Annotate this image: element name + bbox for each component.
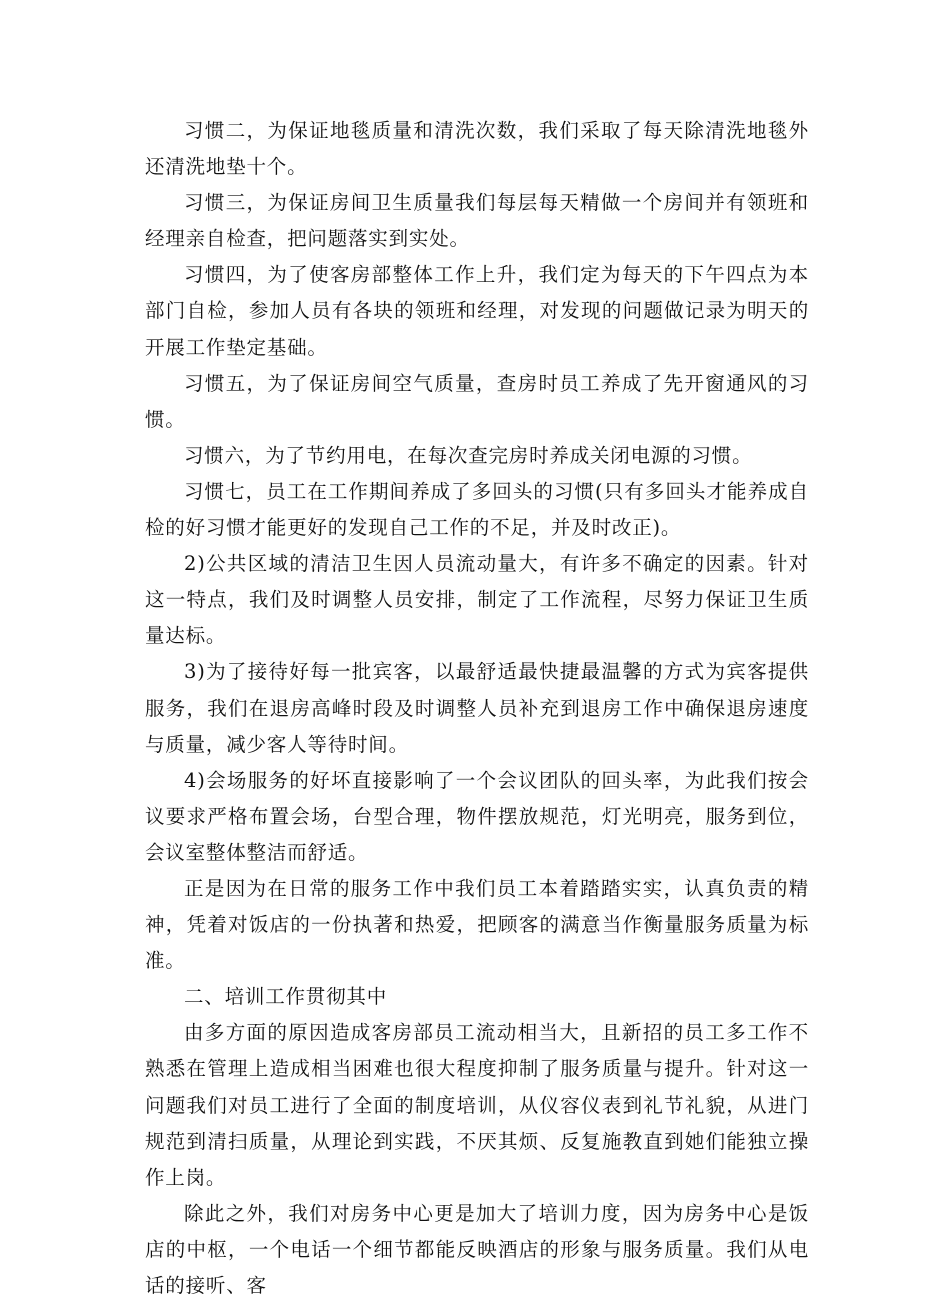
paragraph-habit-7: 习惯七，员工在工作期间养成了多回头的习惯(只有多回头才能养成自检的好习惯才能更好的发现自己工作的不足，并及时改正)。 (145, 479, 809, 540)
paragraph-public-area: 2)公共区域的清洁卫生因人员流动量大，有许多不确定的因素。针对这一特点，我们及时调整人员安排，制定了工作流程，尽努力保证卫生质量达标。 (145, 552, 809, 648)
paragraph-meeting-service: 4)会场服务的好坏直接影响了一个会议团队的回头率，为此我们按会议要求严格布置会场，台型合理，物件摆放规范，灯光明亮，服务到位，会议室整体整洁而舒适。 (145, 768, 809, 864)
paragraph-habit-5: 习惯五，为了保证房间空气质量，查房时员工养成了先开窗通风的习惯。 (145, 371, 809, 431)
paragraph-training-staff: 由多方面的原因造成客房部员工流动相当大，且新招的员工多工作不熟悉在管理上造成相当困难也很大程度抑制了服务质量与提升。针对这一问题我们对员工进行了全面的制度培训，从仪容仪表到礼节礼貌，从进门规范到清扫质量，从理论到实践，不厌其烦、反复施教直到她们能独立操作上岗。 (145, 1021, 809, 1189)
paragraph-training-housekeeping-center: 除此之外，我们对房务中心更是加大了培训力度，因为房务中心是饭店的中枢，一个电话一个细节都能反映酒店的形象与服务质量。我们从电话的接听、客 (145, 1201, 809, 1297)
paragraph-habit-6: 习惯六，为了节约用电，在每次查完房时养成关闭电源的习惯。 (184, 443, 753, 467)
paragraph-habit-2: 习惯二，为保证地毯质量和清洗次数，我们采取了每天除清洗地毯外还清洗地垫十个。 (145, 119, 809, 179)
section-heading-training: 二、培训工作贯彻其中 (184, 985, 388, 1009)
document-body (145, 113, 809, 1304)
paragraph-habit-4: 习惯四，为了使客房部整体工作上升，我们定为每天的下午四点为本部门自检，参加人员有各块的领班和经理，对发现的问题做记录为明天的开展工作垫定基础。 (145, 263, 809, 359)
paragraph-summary: 正是因为在日常的服务工作中我们员工本着踏踏实实，认真负责的精神，凭着对饭店的一份执著和热爱，把顾客的满意当作衡量服务质量为标准。 (145, 876, 809, 973)
paragraph-guest-reception: 3)为了接待好每一批宾客，以最舒适最快捷最温馨的方式为宾客提供服务，我们在退房高峰时段及时调整人员补充到退房工作中确保退房速度与质量，减少客人等待时间。 (145, 660, 809, 756)
paragraph-habit-3: 习惯三，为保证房间卫生质量我们每层每天精做一个房间并有领班和经理亲自检查，把问题落实到实处。 (145, 191, 809, 251)
